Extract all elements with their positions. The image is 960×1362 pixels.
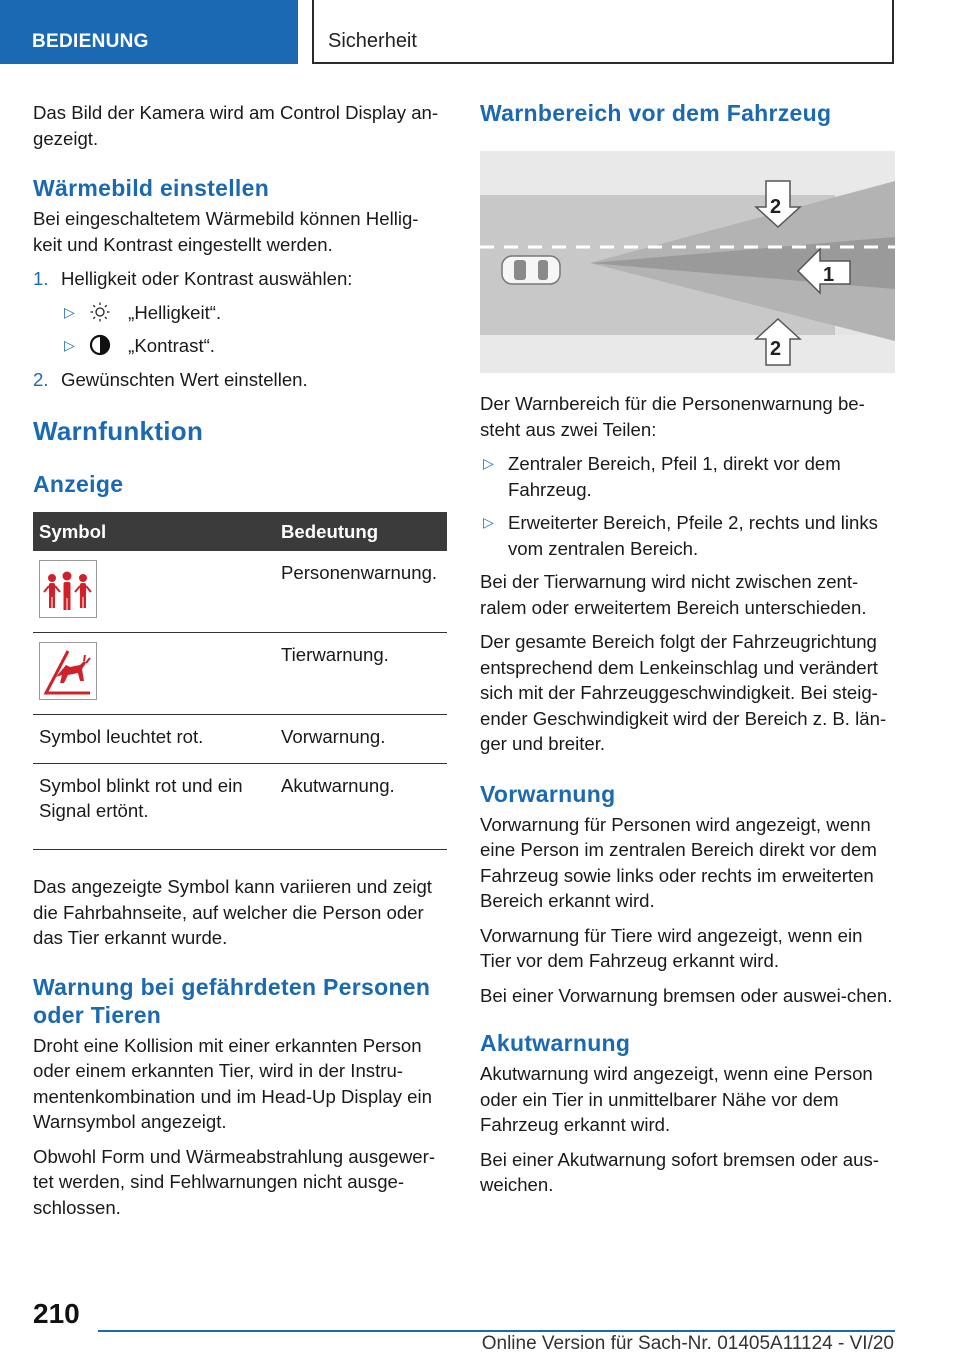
symbol-cell: Symbol leuchtet rot. <box>33 715 275 764</box>
warnfunktion-heading: Warnfunktion <box>33 416 204 446</box>
bullet-triangle-icon: ▷ <box>64 303 75 320</box>
option-list <box>61 300 447 359</box>
arrow-1-label: 1 <box>823 264 835 286</box>
intro-paragraph: Das Bild der Kamera wird am Control Display an-gezeigt. <box>33 102 439 149</box>
bullet-text: Erweiterter Bereich, Pfeile 2, rechts und links vom zentralen Bereich. <box>508 512 878 559</box>
meaning-cell: Tierwarnung. <box>275 633 447 715</box>
gefaehrdet-p2: Obwohl Form und Wärmeabstrahlung ausgewer-tet werden, sind Fehlwarnungen nicht ausge-schlossen. <box>33 1145 436 1218</box>
bullet-triangle-icon: ▷ <box>483 455 494 471</box>
footer-online-version: Online Version für Sach-Nr. 01405A11124 - VI/20 <box>481 1333 894 1354</box>
list-item <box>480 451 895 502</box>
bullet-triangle-icon: ▷ <box>483 514 494 530</box>
step-text: Gewünschten Wert einstellen. <box>61 368 308 390</box>
arrow-2-top-label: 2 <box>770 196 782 218</box>
option-text: „Kontrast“. <box>128 335 215 356</box>
anzeige-heading: Anzeige <box>33 471 124 497</box>
bullet-text: Zentraler Bereich, Pfeil 1, direkt vor dem Fahrzeug. <box>508 453 841 500</box>
gefaehrdet-heading: Warnung bei gefährdeten Personen oder Tieren <box>33 973 431 1028</box>
bullet-triangle-icon: ▷ <box>64 337 75 353</box>
step-item <box>33 367 447 393</box>
vorwarnung-heading: Vorwarnung <box>480 780 616 807</box>
waermebild-text: Bei eingeschaltetem Wärmebild können Hellig-keit und Kontrast eingestellt werden. <box>33 208 419 255</box>
gefaehrdet-p1: Droht eine Kollision mit einer erkannten Person oder einem erkannten Tier, wird in der Instru-mentenkombination und im Head-Up Display ein Warnsymbol angezeigt. <box>33 1034 432 1132</box>
table-row <box>33 715 447 764</box>
vorwarnung-p2: Vorwarnung für Tiere wird angezeigt, wenn ein Tier vor dem Fahrzeug erkannt wird. <box>480 924 863 971</box>
brightness-icon <box>89 301 111 323</box>
car-icon <box>502 256 560 284</box>
left-column <box>33 100 447 1229</box>
option-text: „Helligkeit“. <box>128 301 222 323</box>
column-header-symbol: Symbol <box>33 512 275 551</box>
symbol-cell <box>33 551 275 633</box>
meaning-cell: Personenwarnung. <box>275 551 447 633</box>
symbol-cell: Symbol blinkt rot und ein Signal ertönt. <box>33 764 275 850</box>
table-row <box>33 551 447 633</box>
section-tab: BEDIENUNG <box>0 0 298 64</box>
vorwarnung-p3: Bei einer Vorwarnung bremsen oder auswei-chen. <box>480 984 893 1006</box>
warnbereich-p3: Der gesamte Bereich folgt der Fahrzeugrichtung entsprechend dem Lenkeinschlag und verändert sich mit der Fahrzeuggeschwindigkeit. Bei steig-ender Geschwindigkeit wird der Bereich z. B. län-ger und breiter. <box>480 631 887 754</box>
person-warning-icon <box>39 560 97 618</box>
symbol-note: Das angezeigte Symbol kann variieren und zeigt die Fahrbahnseite, auf welcher die Person oder das Tier erkannt wurde. <box>33 876 432 948</box>
page-number: 210 <box>33 1298 80 1329</box>
option-item <box>61 300 447 326</box>
meaning-cell: Vorwarnung. <box>275 715 447 764</box>
option-item <box>61 333 447 359</box>
animal-warning-icon <box>39 642 97 700</box>
chapter-title: Sicherheit <box>312 0 894 64</box>
contrast-icon <box>89 334 111 356</box>
symbol-cell <box>33 633 275 715</box>
warnbereich-heading: Warnbereich vor dem Fahrzeug <box>480 100 832 126</box>
warning-area-diagram <box>480 151 895 373</box>
symbol-table <box>33 512 447 850</box>
warnbereich-bullets <box>480 451 895 561</box>
arrow-2-bottom-label: 2 <box>770 338 782 360</box>
waermebild-steps <box>33 266 447 392</box>
footer-divider <box>98 1330 895 1332</box>
step-item <box>33 266 447 359</box>
waermebild-heading: Wärmebild einstellen <box>33 175 270 201</box>
table-row <box>33 764 447 850</box>
list-item <box>480 510 895 561</box>
step-text: Helligkeit oder Kontrast auswählen: <box>61 268 353 289</box>
akutwarnung-p1: Akutwarnung wird angezeigt, wenn eine Person oder ein Tier in unmittelbarer Nähe vor dem Fahrzeug erkannt wird. <box>480 1063 873 1135</box>
table-header-row <box>33 512 447 551</box>
step-number: 2. <box>33 368 49 390</box>
akutwarnung-p2: Bei einer Akutwarnung sofort bremsen oder aus-weichen. <box>480 1148 879 1195</box>
right-column <box>480 100 895 1207</box>
warnbereich-intro: Der Warnbereich für die Personenwarnung be-steht aus zwei Teilen: <box>480 393 865 440</box>
vorwarnung-p1: Vorwarnung für Personen wird angezeigt, wenn eine Person im zentralen Bereich direkt vor dem Fahrzeug sowie links oder rechts im erweiterten Bereich erkannt wird. <box>480 813 877 911</box>
step-number: 1. <box>33 268 49 289</box>
table-row <box>33 633 447 715</box>
akutwarnung-heading: Akutwarnung <box>480 1030 631 1056</box>
meaning-cell: Akutwarnung. <box>275 764 447 850</box>
warnbereich-p2: Bei der Tierwarnung wird nicht zwischen zent-ralem oder erweitertem Bereich unterschieden. <box>480 571 867 618</box>
column-header-bedeutung: Bedeutung <box>275 512 447 551</box>
